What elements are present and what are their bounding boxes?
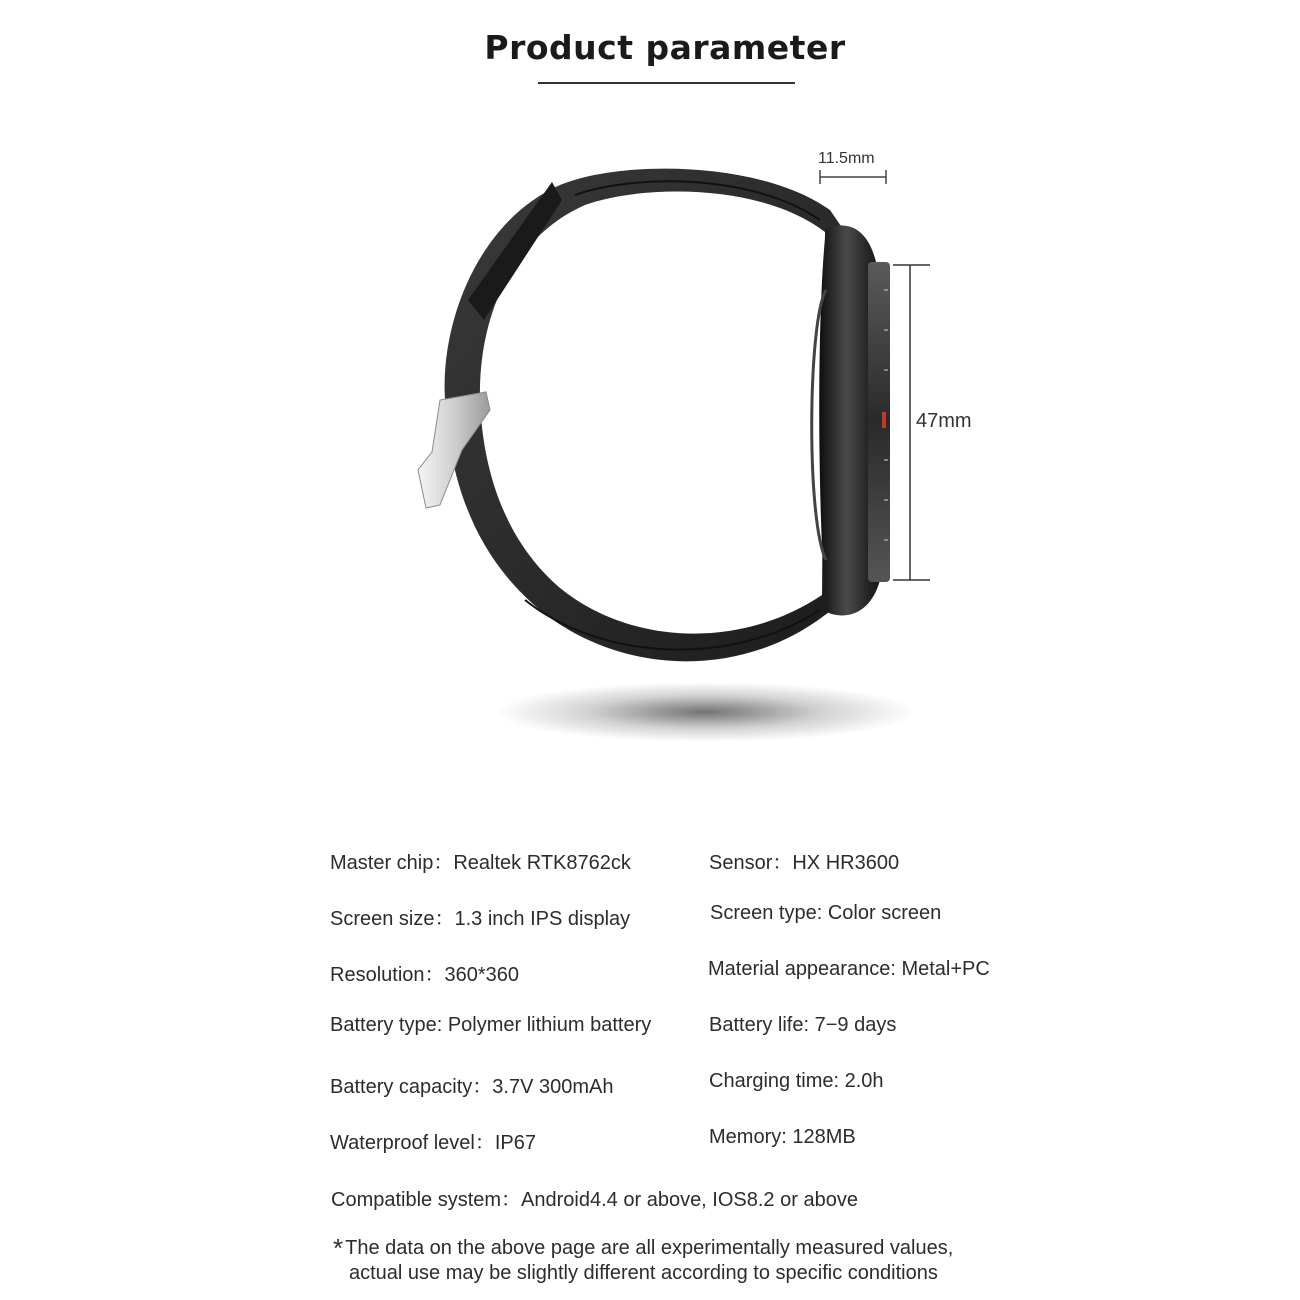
spec-master-chip: Master chip：Realtek RTK8762ck: [330, 852, 631, 874]
spec-waterproof: Waterproof level：IP67: [330, 1132, 537, 1154]
note-line-1: The data on the above page are all experimentally measured values,: [345, 1237, 954, 1259]
note-asterisk: *: [333, 1233, 344, 1263]
spec-battery-capacity: Battery capacity：3.7V 300mAh: [330, 1076, 614, 1098]
spec-compatible-system: Compatible system：Android4.4 or above, IOS8.2 or above: [331, 1189, 858, 1211]
note-line-2: actual use may be slightly different according to specific conditions: [349, 1262, 938, 1284]
diameter-label: 47mm: [916, 410, 972, 432]
spec-battery-life: Battery life: 7−9 days: [709, 1014, 897, 1036]
spec-charging-time: Charging time: 2.0h: [709, 1070, 884, 1092]
thickness-label: 11.5mm: [818, 150, 875, 167]
spec-material: Material appearance: Metal+PC: [708, 958, 990, 980]
spec-resolution: Resolution：360*360: [330, 964, 520, 986]
spec-sensor: Sensor：HX HR3600: [709, 852, 900, 874]
spec-screen-size: Screen size：1.3 inch IPS display: [330, 908, 631, 930]
spec-screen-type: Screen type: Color screen: [710, 902, 942, 924]
disclaimer-note: [333, 1233, 954, 1286]
page-title: Product parameter: [484, 28, 846, 67]
spec-battery-type: Battery type: Polymer lithium battery: [330, 1014, 652, 1036]
spec-memory: Memory: 128MB: [709, 1126, 856, 1148]
